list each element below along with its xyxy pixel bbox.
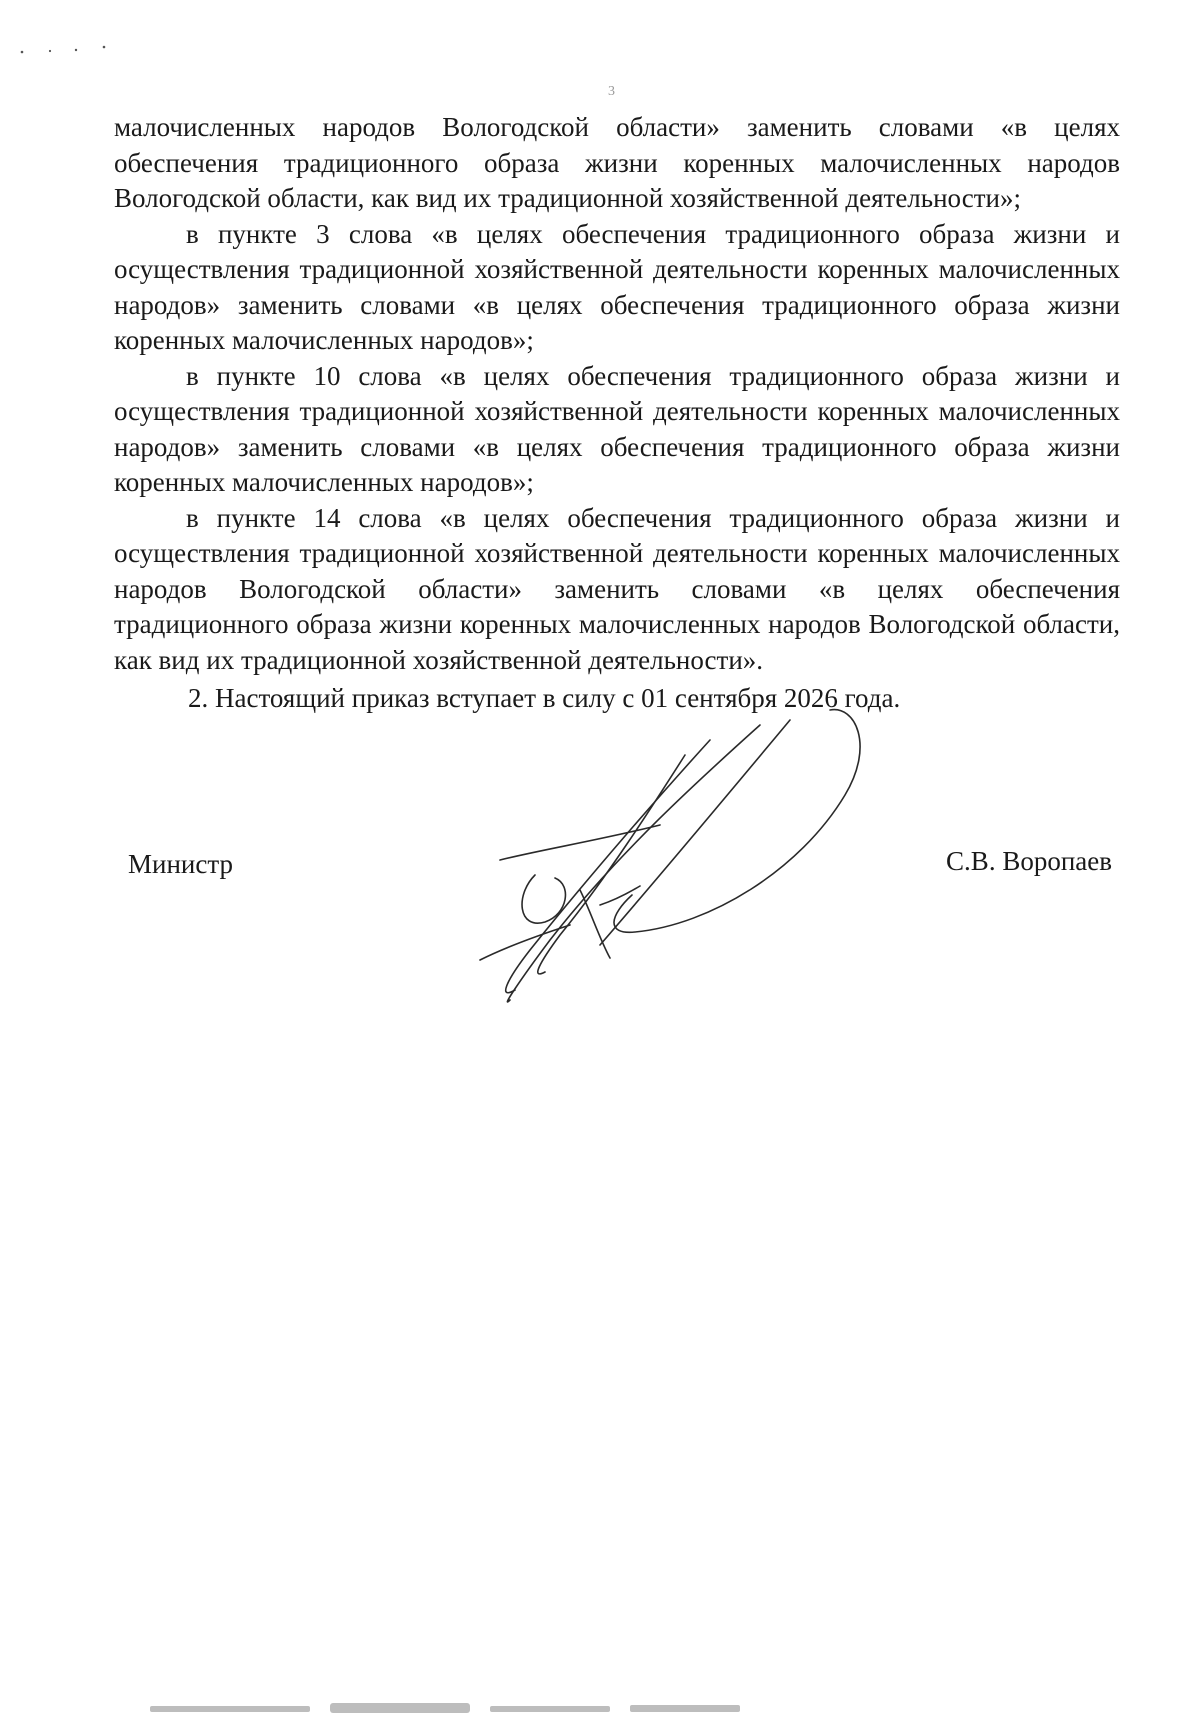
page-number: 3 <box>608 84 615 99</box>
signature-stroke <box>538 755 685 974</box>
signature-stroke <box>507 725 760 1002</box>
signatory-title: Министр <box>128 849 233 879</box>
amendment-text <box>114 110 1120 678</box>
signatory-name: С.В. Воропаев <box>946 846 1112 876</box>
effective-date-clause: 2. Настоящий приказ вступает в силу с 01 сентября 2026 года. <box>188 683 901 713</box>
paragraph-point-10: в пункте 10 слова «в целях обеспечения традиционного образа жизни и осуществления традиционной хозяйственной деятельности коренных малочисленных народов» заменить словами «в целях обеспечения традиционного образа жизни коренных малочисленных народов»; <box>114 360 1120 497</box>
signature-stroke <box>600 886 640 905</box>
signature-stroke <box>580 890 610 958</box>
paragraph-point-3: в пункте 3 слова «в целях обеспечения традиционного образа жизни и осуществления традиционной хозяйственной деятельности коренных малочисленных народов» заменить словами «в целях обеспечения традиционного образа жизни коренных малочисленных народов»; <box>114 218 1120 355</box>
signature-stroke <box>614 710 860 933</box>
paragraph-continuation: малочисленных народов Вологодской области» заменить словами «в целях обеспечения традиционного образа жизни коренных малочисленных народов Вологодской области, как вид их традиционной хозяйственной деятельности»; <box>114 112 1120 213</box>
paragraph-point-14: в пункте 14 слова «в целях обеспечения традиционного образа жизни и осуществления традиционной хозяйственной деятельности коренных малочисленных народов Вологодской области» заменить словами «в целях обеспечения традиционного образа жизни коренных малочисленных народов Вологодской области, как вид их традиционной хозяйственной деятельности». <box>114 502 1120 675</box>
signature-stroke <box>480 925 570 960</box>
scan-artifact <box>0 1700 1200 1718</box>
handwritten-signature <box>460 700 880 1020</box>
signature-stroke <box>522 875 565 923</box>
scan-artifact <box>14 44 114 58</box>
